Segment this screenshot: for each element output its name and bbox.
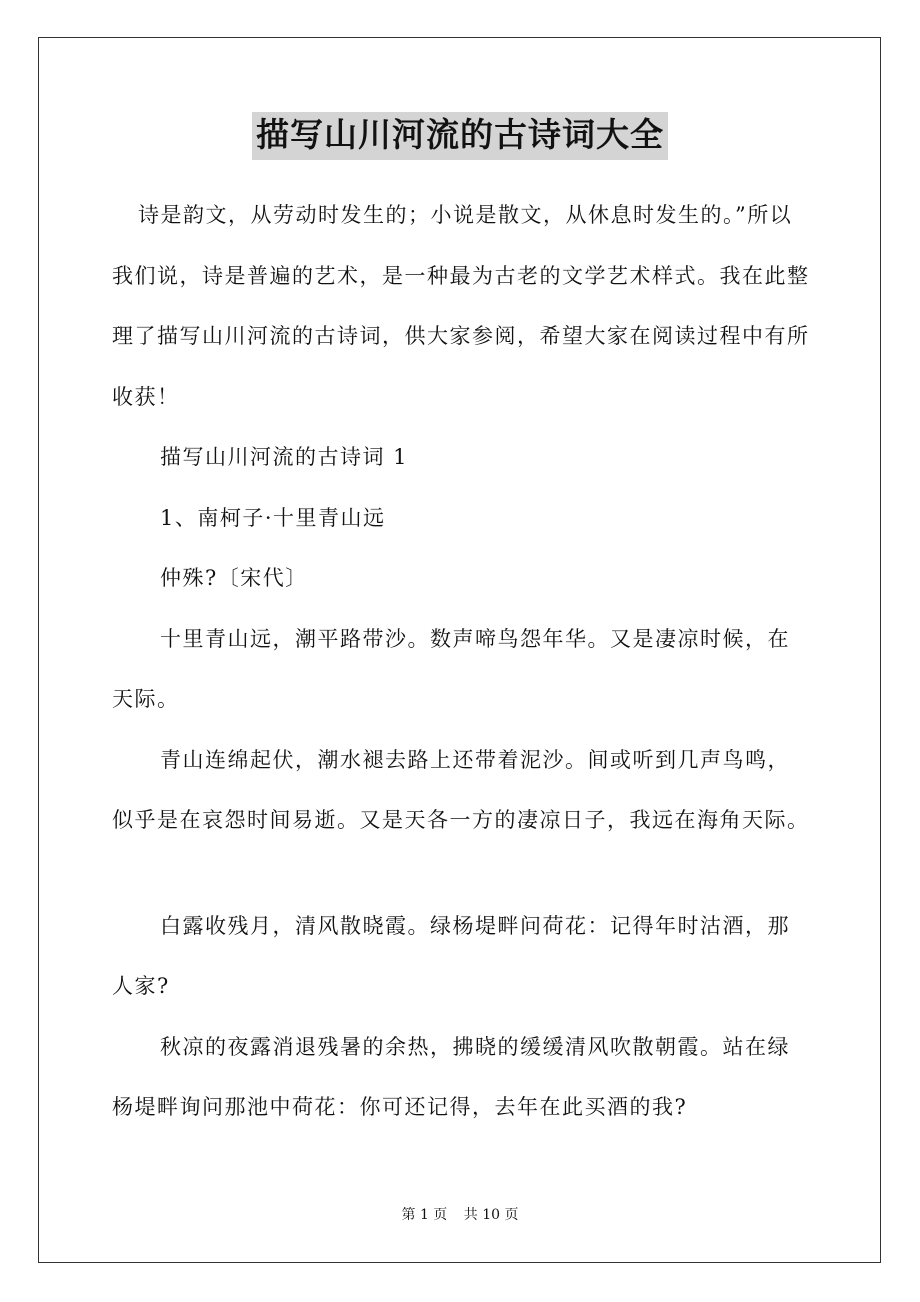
page-footer bbox=[0, 1205, 920, 1225]
poem-author: 仲殊?〔宋代〕 bbox=[160, 566, 308, 590]
section-heading: 描写山川河流的古诗词 1 bbox=[160, 445, 409, 469]
title-container bbox=[0, 112, 920, 160]
poem-stanza-1: 十里青山远，潮平路带沙。数声啼鸟怨年华。又是凄凉时候，在天际。 bbox=[112, 626, 790, 711]
poem-stanza-2: 白露收残月，清风散晓霞。绿杨堤畔问荷花：记得年时沽酒，那人家? bbox=[112, 913, 790, 998]
document-body bbox=[112, 185, 812, 1138]
translation-stanza-2: 秋凉的夜露消退残暑的余热，拂晓的缓缓清风吹散朝霞。站在绿杨堤畔询问那池中荷花：你可还记得，去年在此买酒的我? bbox=[112, 1034, 790, 1119]
document-title: 描写山川河流的古诗词大全 bbox=[252, 112, 668, 160]
poem-title: 1、南柯子·十里青山远 bbox=[160, 505, 386, 530]
blank-line bbox=[112, 851, 812, 896]
page-number: 第 1 页 bbox=[401, 1207, 448, 1223]
page-total: 共 10 页 bbox=[463, 1207, 519, 1223]
translation-stanza-1: 青山连绵起伏，潮水褪去路上还带着泥沙。间或听到几声鸟鸣，似乎是在哀怨时间易逝。又是天各一方的凄凉日子，我远在海角天际。 bbox=[112, 747, 810, 832]
intro-paragraph: 诗是韵文，从劳动时发生的；小说是散文，从休息时发生的。”所以我们说，诗是普遍的艺术，是一种最为古老的文学艺术样式。我在此整理了描写山川河流的古诗词，供大家参阅，希望大家在阅读过程中有所收获！ bbox=[112, 203, 810, 409]
